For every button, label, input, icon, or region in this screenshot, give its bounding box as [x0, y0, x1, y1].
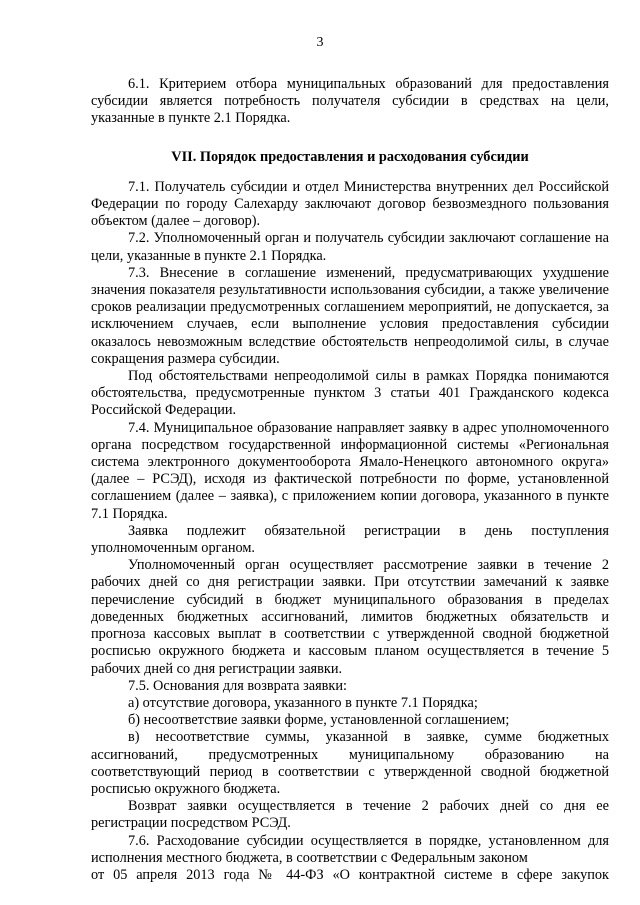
paragraph-7-6-continuation: от 05 апреля 2013 года № 44-ФЗ «О контрактной системе в сфере закупок	[91, 866, 609, 883]
paragraph-6-1: 6.1. Критерием отбора муниципальных образований для предоставления субсидии является потребность получателя субсидии в средствах на цели, указанные в пункте 2.1 Порядка.	[91, 76, 609, 127]
paragraph-review: Уполномоченный орган осуществляет рассмотрение заявки в течение 2 рабочих дней со дня регистрации заявки. При отсутствии замечаний к заявке перечисление субсидий в бюджет муниципального образования в пределах доведенных бюджетных ассигнований, лимитов бюджетных обязательств и прогноза кассовых выплат в соответствии с утвержденной сводной бюджетной росписью окружного бюджета и кассовым планом осуществляется в течение 5 рабочих дней со дня регистрации заявки.	[91, 557, 609, 677]
paragraph-7-5-c: в) несоответствие суммы, указанной в заявке, сумме бюджетных ассигнований, предусмотренных муниципальному образованию на соответствующий период в соответствии с утвержденной сводной бюджетной росписью окружного бюджета.	[91, 729, 609, 797]
page-number: 3	[316, 35, 324, 50]
document-body	[91, 76, 609, 884]
paragraph-registration: Заявка подлежит обязательной регистрации в день поступления уполномоченным органом.	[91, 522, 609, 557]
paragraph-7-5-a: а) отсутствие договора, указанного в пункте 7.1 Порядка;	[128, 694, 478, 711]
paragraph-7-6: 7.6. Расходование субсидии осуществляется в порядке, установленном для исполнения местного бюджета, в соответствии с Федеральным законом	[91, 832, 609, 866]
paragraph-7-3: 7.3. Внесение в соглашение изменений, предусматривающих ухудшение значения показателя результативности использования субсидии, а также увеличение сроков реализации предусмотренных соглашением мероприятий, не допускается, за исключением случаев, если выполнение условия предоставления субсидии оказалось невозможным вследствие обстоятельств непреодолимой силы, в случае сокращения размера субсидии.	[91, 264, 609, 367]
paragraph-7-5: 7.5. Основания для возврата заявки:	[128, 677, 347, 694]
paragraph-force-majeure: Под обстоятельствами непреодолимой силы в рамках Порядка понимаются обстоятельства, предусмотренные пунктом 3 статьи 401 Гражданского кодекса Российской Федерации.	[91, 368, 609, 419]
paragraph-return: Возврат заявки осуществляется в течение 2 рабочих дней со дня ее регистрации посредством РСЭД.	[91, 798, 609, 832]
paragraph-7-5-b: б) несоответствие заявки форме, установленной соглашением;	[128, 712, 510, 729]
paragraph-7-1: 7.1. Получатель субсидии и отдел Министерства внутренних дел Российской Федерации по городу Салехарду заключают договор безвозмездного пользования объектом (далее – договор).	[91, 178, 609, 230]
paragraph-7-2: 7.2. Уполномоченный орган и получатель субсидии заключают соглашение на цели, указанные в пункте 2.1 Порядка.	[91, 230, 609, 264]
section-heading: VII. Порядок предоставления и расходования субсидии	[171, 148, 529, 165]
paragraph-7-4: 7.4. Муниципальное образование направляет заявку в адрес уполномоченного органа посредством государственной информационной системы «Региональная система электронного документооборота Ямало-Ненецкого автономного округа» (далее – РСЭД), исходя из фактической потребности по форме, установленной соглашением (далее – заявка), с приложением копии договора, указанного в пункте 7.1 Порядка.	[91, 419, 609, 522]
